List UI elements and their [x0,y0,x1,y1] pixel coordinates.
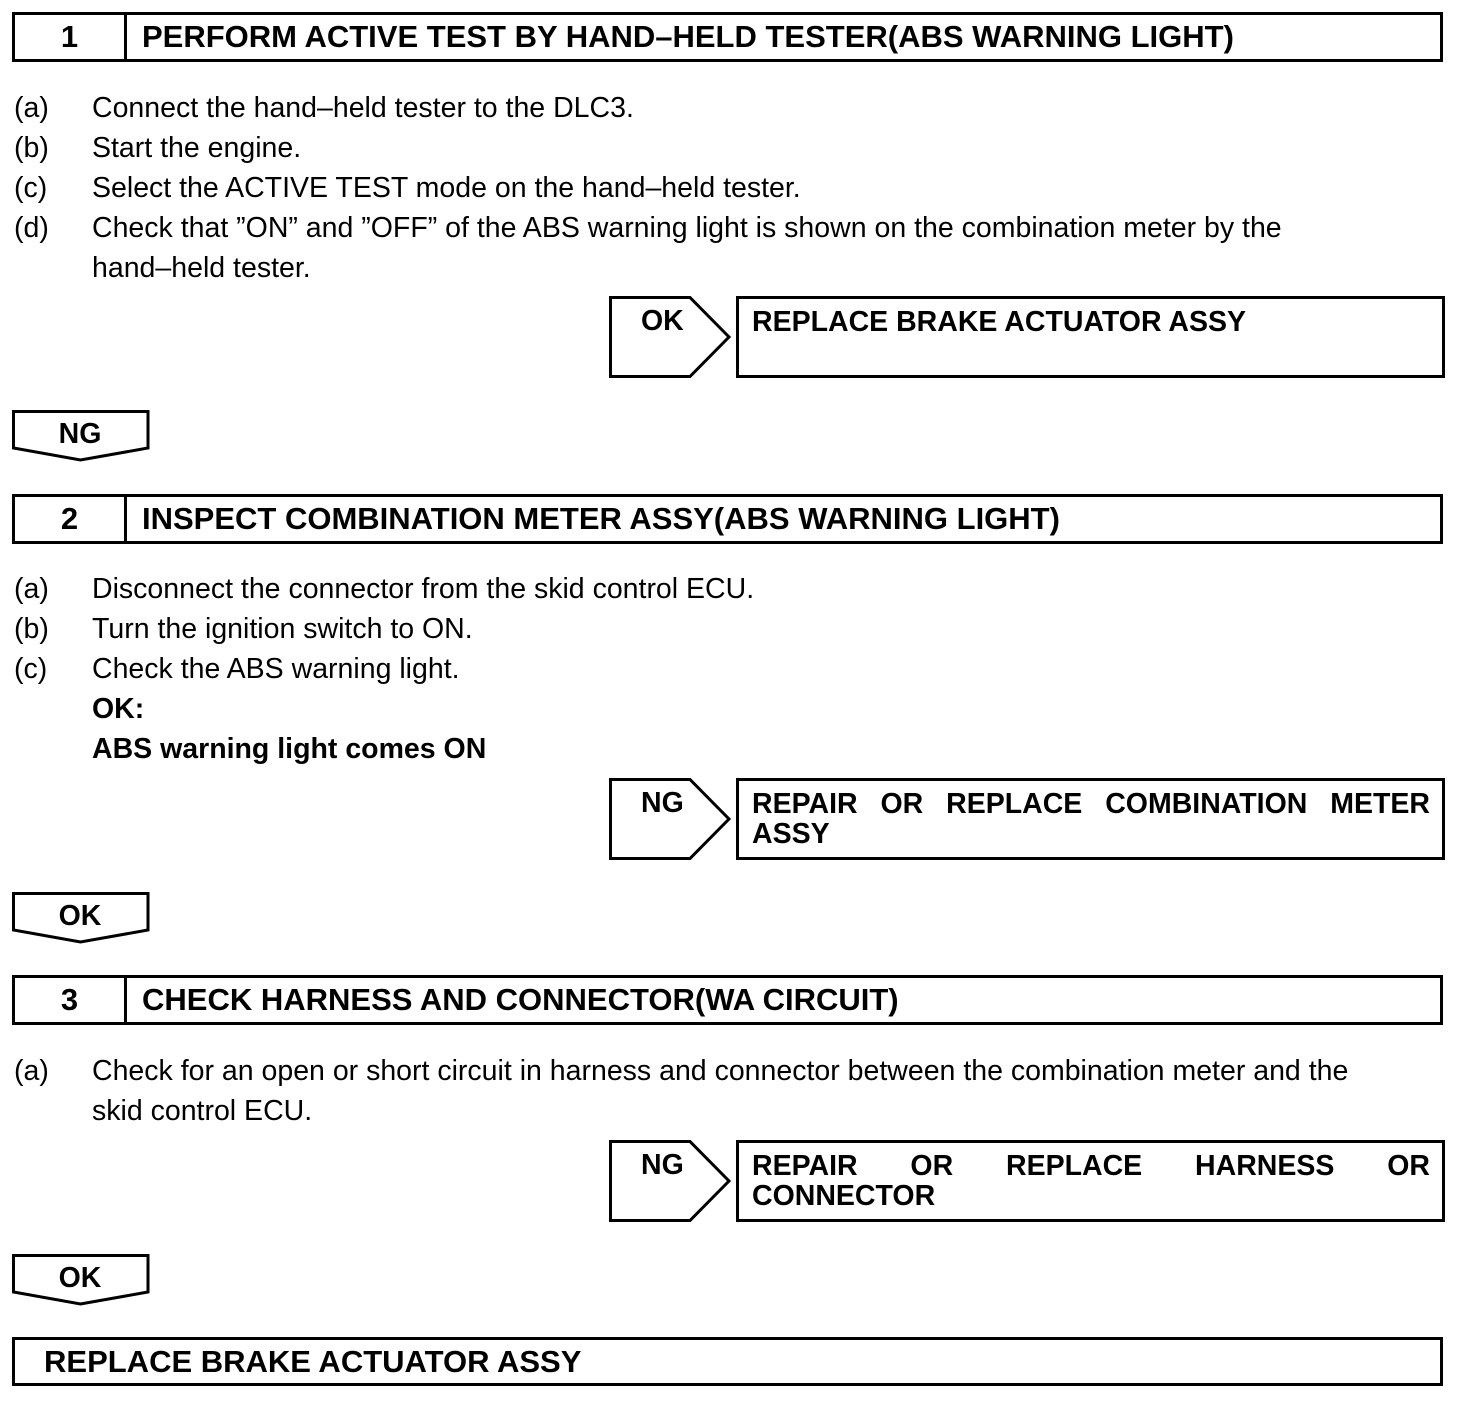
step-2-number: 2 [15,497,127,541]
step-3-result-text-wrap [752,1151,1430,1211]
step-2-item-c-text: Check the ABS warning light. [92,653,460,685]
step-2-spec-heading: OK: [92,693,145,725]
step-1-item-b-label: (b) [14,132,49,164]
step-2-header [12,494,1443,544]
step-3-item-a-label: (a) [14,1055,49,1087]
step-2-result-line-2: ASSY [752,818,830,850]
final-action-text: REPLACE BRAKE ACTUATOR ASSY [44,1344,582,1379]
step-2-item-a-label: (a) [14,573,49,605]
step-1-result-text: REPLACE BRAKE ACTUATOR ASSY [752,306,1247,338]
step-2-title: INSPECT COMBINATION METER ASSY(ABS WARNING LIGHT) [142,501,1060,536]
step-2-next-label: OK [58,900,102,932]
step-1-item-a-label: (a) [14,92,49,124]
step-3-next-label: OK [58,1262,102,1294]
step-1-item-a-text: Connect the hand–held tester to the DLC3. [92,92,634,124]
step-2-branch-label: NG [641,787,684,819]
step-2-item-c-label: (c) [14,653,48,685]
step-2-result-line-1: REPAIR OR REPLACE COMBINATION METER [752,788,1430,820]
step-2-item-b-text: Turn the ignition switch to ON. [92,613,473,645]
step-3-branch-label: NG [641,1149,684,1181]
step-1-header [12,12,1443,62]
step-3-number: 3 [15,978,127,1022]
step-3-title: CHECK HARNESS AND CONNECTOR(WA CIRCUIT) [142,982,899,1017]
step-1-item-c-text: Select the ACTIVE TEST mode on the hand–held tester. [92,172,801,204]
step-1-branch-label: OK [641,305,684,337]
step-3-result-line-2: CONNECTOR [752,1180,936,1212]
step-3-item-a-text-cont: skid control ECU. [92,1095,313,1127]
step-1-result-box [736,296,1445,378]
final-action-box [12,1337,1443,1386]
step-3-result-box [736,1140,1445,1222]
step-2-item-a-text: Disconnect the connector from the skid control ECU. [92,573,755,605]
step-1-next-label: NG [58,418,102,450]
step-1-item-d-text-cont: hand–held tester. [92,252,311,284]
step-1-title: PERFORM ACTIVE TEST BY HAND–HELD TESTER(ABS WARNING LIGHT) [142,19,1234,54]
step-2-spec-text: ABS warning light comes ON [92,733,487,765]
step-1-item-d-text: Check that ”ON” and ”OFF” of the ABS warning light is shown on the combination meter by the [92,212,1282,244]
step-1-item-b-text: Start the engine. [92,132,302,164]
step-1-number: 1 [15,15,127,59]
step-2-result-box [736,778,1445,860]
step-3-item-a-text: Check for an open or short circuit in harness and connector between the combination meter and the [92,1055,1349,1087]
step-1-item-d-label: (d) [14,212,49,244]
step-2-result-text-wrap [752,789,1430,849]
step-1-item-c-label: (c) [14,172,48,204]
step-2-item-b-label: (b) [14,613,49,645]
step-3-header [12,975,1443,1025]
step-3-result-line-1: REPAIR OR REPLACE HARNESS OR [752,1150,1430,1182]
